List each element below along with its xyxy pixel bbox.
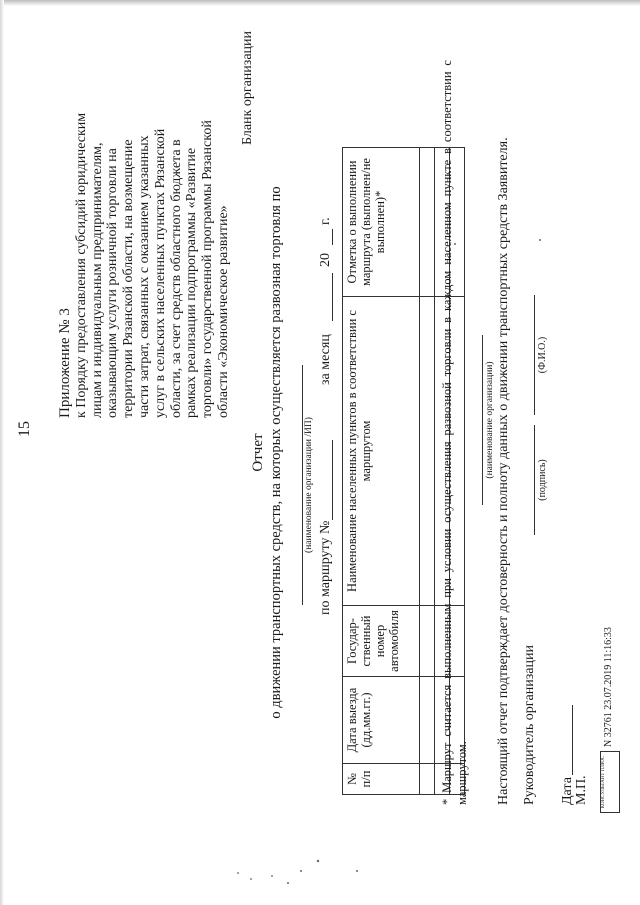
appendix-line: к Порядку предоставления субсидий юридическим bbox=[73, 112, 89, 418]
footnote: * Маршрут считается выполненным при условии осуществления развозной торговли в каждом населенном пункте в соответствии с маршрутом. bbox=[440, 60, 469, 805]
appendix-line: лицам и индивидуальным предпринимателям, bbox=[89, 142, 105, 418]
appendix-line: торговли» государственной программы Рязанской bbox=[200, 120, 216, 418]
scan-speck bbox=[271, 875, 273, 877]
appendix-line: области «Экономическое развитие» bbox=[215, 205, 231, 418]
page-number: 15 bbox=[16, 421, 33, 437]
name-caption: (Ф.И.О.) bbox=[537, 336, 548, 374]
confirm-text: Настоящий отчет подтверждает достоверность и полноту данных о движении транспортных средств Заявителя. bbox=[496, 137, 511, 805]
signee-org-caption: (наименование организации) bbox=[485, 361, 495, 479]
month-label: за месяц bbox=[318, 334, 333, 385]
date-label: Дата bbox=[560, 777, 575, 805]
head-label: Руководитель организации bbox=[522, 645, 537, 805]
scan-speck bbox=[237, 872, 239, 874]
header-settlements: Наименование населенных пунктов в соответствии с маршрутом bbox=[343, 297, 420, 606]
report-title: Отчет bbox=[250, 433, 266, 472]
org-name-caption: (наименование организации /ИП) bbox=[304, 417, 314, 553]
scan-speck bbox=[454, 243, 456, 245]
scan-speck bbox=[250, 878, 252, 880]
appendix-line: услуг в сельских населенных пунктах Рязанской bbox=[152, 128, 168, 418]
header-plate: Государ-ственный номер автомобиля bbox=[343, 606, 420, 677]
header-date: Дата выезда (дд.мм.гг.) bbox=[343, 677, 420, 764]
header-mark: Отметка о выполнении маршрута (выполнен/не выполнен)* bbox=[343, 148, 420, 297]
appendix-line: территории Рязанской области, на возмещение bbox=[121, 139, 137, 418]
scan-speck bbox=[356, 870, 358, 872]
appendix-line: оказывающим услуги розничной торговли на bbox=[105, 148, 121, 418]
year-prefix: 20 bbox=[318, 253, 333, 267]
registry-stamp: КОНСУЛЬТАНТ ПЛЮС bbox=[600, 751, 620, 813]
scan-speck bbox=[300, 870, 302, 872]
report-subtitle: о движении транспортных средств, на которых осуществляется развозная торговля по bbox=[268, 186, 284, 719]
appendix-line: части затрат, связанных с оказанием указанных bbox=[136, 135, 152, 418]
route-label: по маршруту № bbox=[318, 520, 333, 615]
stamp-label: М.П. bbox=[574, 775, 589, 805]
appendix-line: рамках реализации подпрограммы «Развитие bbox=[184, 147, 200, 418]
blank-label: Бланк организации bbox=[240, 30, 255, 145]
scan-speck bbox=[317, 860, 319, 862]
year-suffix: г. bbox=[318, 217, 333, 225]
scan-speck bbox=[539, 239, 541, 241]
appendix-title: Приложение № 3 bbox=[57, 308, 73, 418]
appendix-line: области, за счет средств областного бюджета в bbox=[168, 139, 184, 418]
signature-caption: (подпись) bbox=[537, 459, 548, 501]
registry-number: N 32761 23.07.2019 11:16:33 bbox=[603, 627, 614, 747]
scan-speck bbox=[287, 882, 289, 884]
header-number: № п/п bbox=[343, 764, 420, 795]
